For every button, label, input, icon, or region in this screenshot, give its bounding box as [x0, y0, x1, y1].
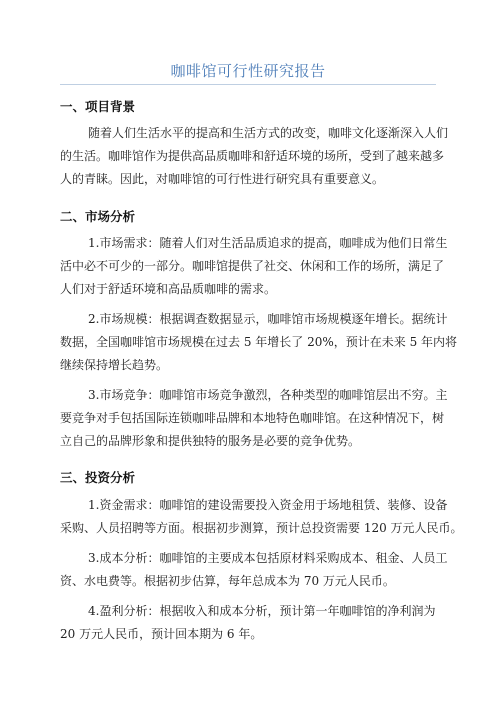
paragraph-profit — [60, 600, 442, 646]
text-line: 20 万元人民币，预计回本期为 6 年。 — [60, 627, 263, 641]
text-line: 3.成本分析：咖啡馆的主要成本包括原材料采购成本、租金、人员工 — [88, 551, 448, 565]
text-line: 2.市场规模：根据调查数据显示，咖啡馆市场规模逐年增长。据统计 — [88, 312, 448, 326]
section-heading-background: 一、项目背景 — [60, 99, 136, 114]
page-title: 咖啡馆可行性研究报告 — [170, 62, 326, 80]
text-line: 活中必不可少的一部分。咖啡馆提供了社交、休闲和工作的场所，满足了 — [60, 259, 445, 273]
text-line: 人们对于舒适环境和高品质咖啡的需求。 — [60, 282, 277, 296]
paragraph-market-size — [60, 308, 458, 377]
text-line: 的生活。咖啡馆作为提供高品质咖啡和舒适环境的场所，受到了越来越多 — [60, 149, 445, 163]
paragraph-market-competition — [60, 384, 448, 453]
paragraph-cost — [60, 547, 448, 593]
text-line: 4.盈利分析：根据收入和成本分析，预计第一年咖啡馆的净利润为 — [88, 604, 436, 618]
text-line: 立自己的品牌形象和提供独特的服务是必要的竞争优势。 — [60, 434, 361, 448]
paragraph-background — [60, 122, 449, 191]
paragraph-market-demand — [60, 232, 448, 301]
text-line: 采购、人员招聘等方面。根据初步测算，预计总投资需要 120 万元人民币。 — [60, 521, 463, 535]
section-heading-market: 二、市场分析 — [60, 209, 136, 224]
text-line: 3.市场竞争：咖啡馆市场竞争激烈，各种类型的咖啡馆层出不穷。主 — [88, 388, 448, 402]
title-divider — [60, 84, 436, 85]
text-line: 资、水电费等。根据初步估算，每年总成本为 70 万元人民币。 — [60, 574, 395, 588]
text-line: 1.资金需求：咖啡馆的建设需要投入资金用于场地租赁、装修、设备 — [88, 498, 448, 512]
paragraph-funding — [60, 494, 463, 540]
text-line: 继续保持增长趋势。 — [60, 358, 169, 372]
text-line: 要竞争对手包括国际连锁咖啡品牌和本地特色咖啡馆。在这种情况下，树 — [60, 411, 445, 425]
text-line: 1.市场需求：随着人们对生活品质追求的提高，咖啡成为他们日常生 — [88, 236, 448, 250]
text-line: 随着人们生活水平的提高和生活方式的改变，咖啡文化逐渐深入人们 — [88, 126, 449, 140]
text-line: 人的青睐。因此，对咖啡馆的可行性进行研究具有重要意义。 — [60, 172, 385, 186]
text-line: 数据，全国咖啡馆市场规模在过去 5 年增长了 20%，预计在未来 5 年内将 — [60, 335, 458, 349]
section-heading-investment: 三、投资分析 — [60, 470, 136, 485]
